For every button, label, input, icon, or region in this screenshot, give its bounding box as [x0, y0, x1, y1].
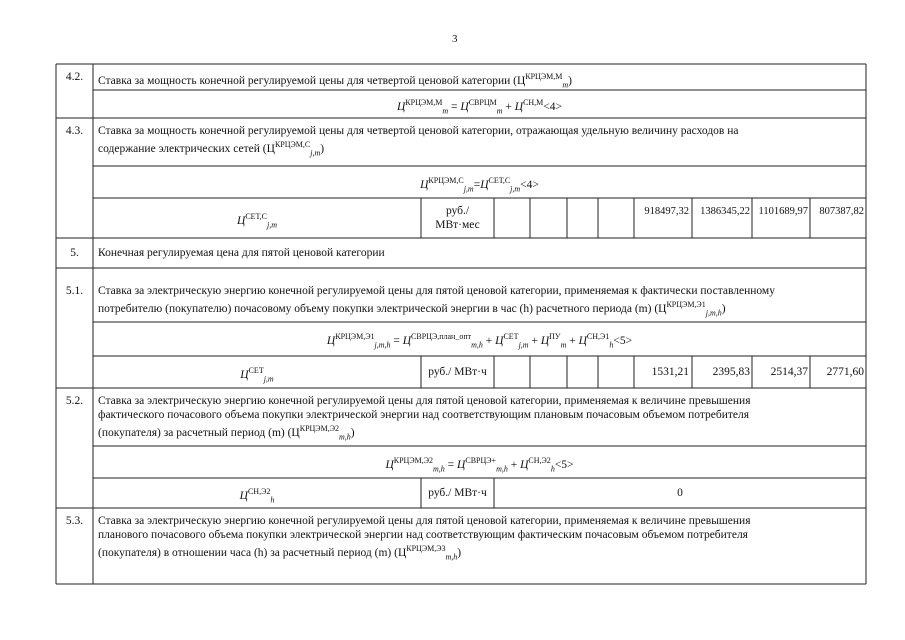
row-description: Конечная регулируемая цена для пятой ценовой категории: [98, 247, 385, 259]
value-cell: 2395,83: [712, 366, 750, 378]
unit-cell: руб./ МВт·мес: [435, 205, 480, 231]
formula-5-2: $Ц^{КРЦЭМ,Э2}_{m,h} = Ц^{СВРЦЭ+}_{m,h} + Ц^{СН,Э2}_h<5>$: [385, 456, 574, 474]
row-number: 5.2.: [65, 395, 84, 407]
data-label-4-3: $Ц^{СЕТ,С}_{j,m}$: [237, 212, 277, 230]
value-cell: 1531,21: [651, 366, 689, 378]
value-cell: 918497,32: [644, 206, 689, 217]
row-number: 4.2.: [65, 71, 84, 83]
unit-cell: руб./ МВт·ч: [428, 487, 487, 499]
value-cell: 0: [677, 487, 683, 499]
row-description: Ставка за мощность конечной регулируемой цены для четвертой ценовой категории $(Ц^{КРЦЭМ,М}_m)$: [98, 72, 572, 90]
row-number: 5.3.: [65, 515, 84, 527]
row-description: Ставка за электрическую энергию конечной регулируемой цены для пятой ценовой категории, применяемая к величине превышения планового почасового объема покупки электрической энергии над соответствующим фактическим почасовым объемом потребителя (покупателя) в отношении часа (h) за расчетный период (m) $(Ц^{КРЦЭМ,Э3}_{m,h})$: [98, 515, 751, 562]
row-description: Ставка за мощность конечной регулируемой цены для четвертой ценовой категории, отражающая удельную величину расходов на содержание электрических сетей $(Ц^{КРЦЭМ,С}_{j,m})$: [98, 125, 739, 158]
row-description: Ставка за электрическую энергию конечной регулируемой цены для пятой ценовой категории, применяемая к фактически поставленному потребителю (покупателю) почасовому объему покупки электрической энергии в час (h) расчетного периода (m) $(Ц^{КРЦЭМ,Э1}_{j,m,h})$: [98, 285, 775, 318]
formula-5-1: $Ц^{КРЦЭМ,Э1}_{j,m,h} = Ц^{СВРЦЭ,план\_опт}_{m,h} + Ц^{СЕТ}_{j,m} + Ц^{ПУ}_m + Ц^{СН,Э1}_h<5>$: [326, 332, 633, 350]
page-number: 3: [452, 33, 458, 45]
formula-4-2: $Ц^{КРЦЭМ,М}_m = Ц^{СВРЦМ}_m + Ц^{СН,М}<4>$: [396, 98, 563, 116]
value-cell: 807387,82: [819, 206, 864, 217]
value-cell: 2771,60: [826, 366, 864, 378]
row-number: 5.1.: [65, 285, 84, 297]
unit-cell: руб./ МВт·ч: [428, 366, 487, 378]
value-cell: 2514,37: [770, 366, 808, 378]
row-number: 5.: [70, 247, 79, 259]
formula-4-3: $Ц^{КРЦЭМ,С}_{j,m}=Ц^{СЕТ,С}_{j,m}<4>$: [420, 176, 539, 194]
value-cell: 1101689,97: [758, 206, 808, 217]
value-cell: 1386345,22: [700, 206, 750, 217]
row-description: Ставка за электрическую энергию конечной регулируемой цены для пятой ценовой категории, применяемая к величине превышения фактического почасового объема покупки электрической энергии над соответствующим плановым почасовым объемом потребителя (покупателя) за расчетный период (m) $(Ц^{КРЦЭМ,Э2}_{m,h})$: [98, 395, 751, 442]
data-label-5-1: $Ц^{СЕТ}_{j,m}$: [240, 366, 274, 384]
row-number: 4.3.: [65, 125, 84, 137]
data-label-5-2: $Ц^{СН,Э2}_h$: [239, 487, 275, 505]
